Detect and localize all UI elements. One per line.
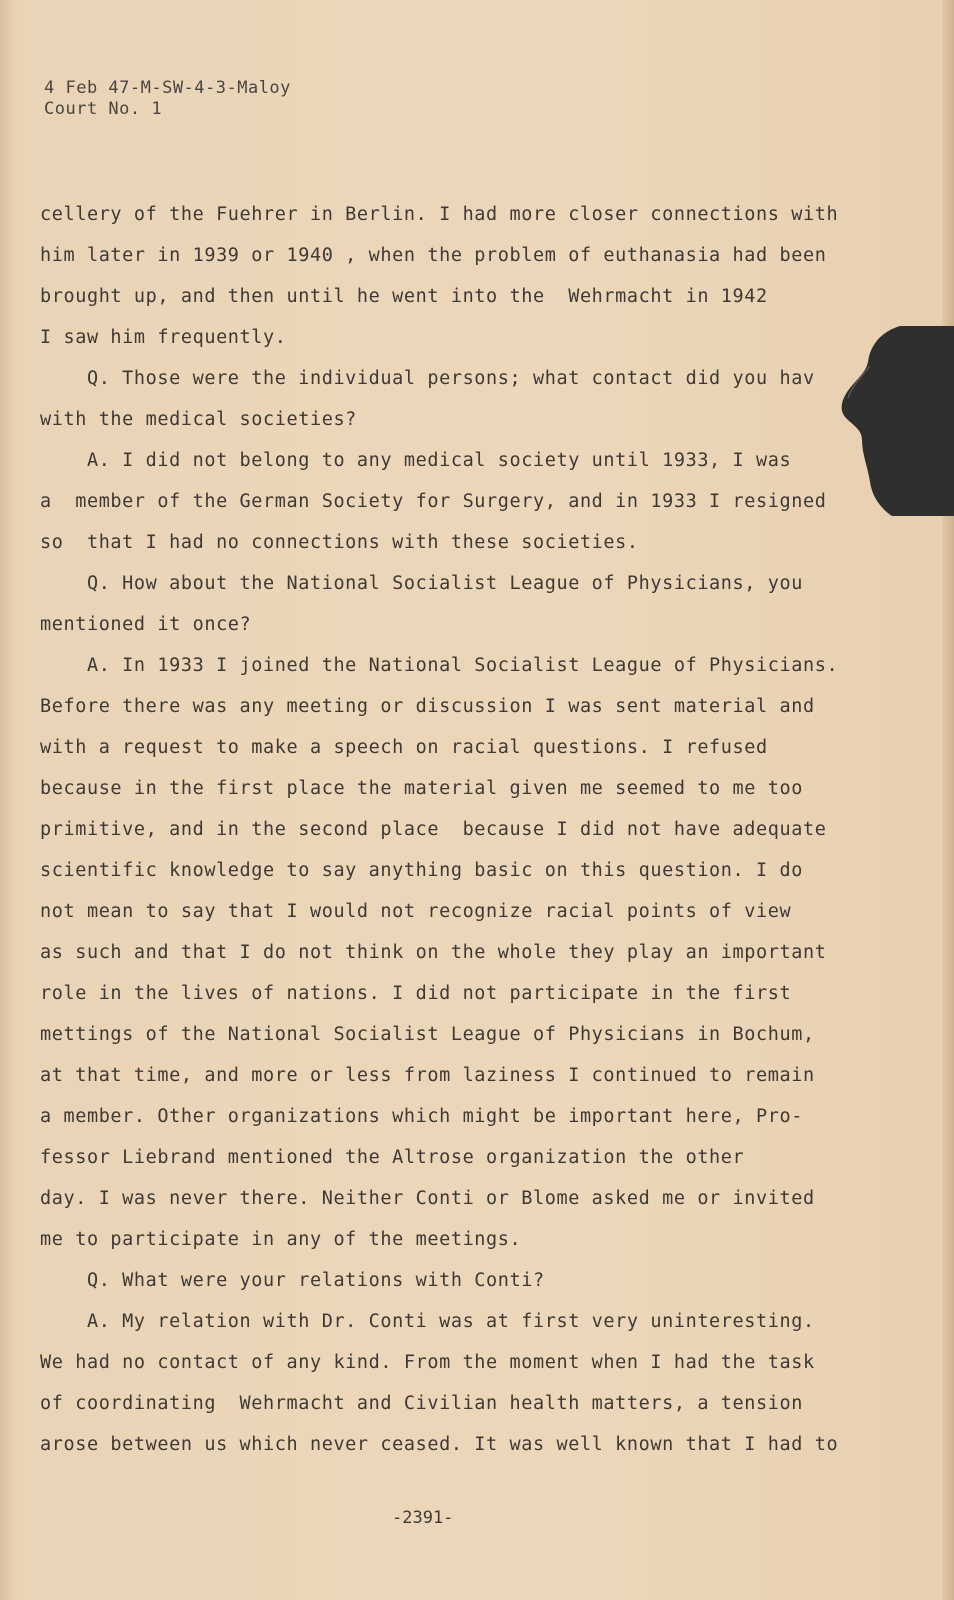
body-line: role in the lives of nations. I did not participate in the first <box>40 983 792 1004</box>
body-line: We had no contact of any kind. From the moment when I had the task <box>40 1352 815 1373</box>
body-line: A. I did not belong to any medical society until 1933, I was <box>40 450 792 471</box>
body-line: a member of the German Society for Surgery, and in 1933 I resigned <box>40 491 827 512</box>
body-line: mettings of the National Socialist League of Physicians in Bochum, <box>40 1024 815 1045</box>
body-line: him later in 1939 or 1940 , when the problem of euthanasia had been <box>40 245 827 266</box>
body-line: scientific knowledge to say anything basic on this question. I do <box>40 860 803 881</box>
body-line: because in the first place the material given me seemed to me too <box>40 778 803 799</box>
body-line: brought up, and then until he went into the Wehrmacht in 1942 <box>40 286 768 307</box>
body-line: I saw him frequently. <box>40 327 287 348</box>
body-line: with a request to make a speech on racial questions. I refused <box>40 737 768 758</box>
body-line: arose between us which never ceased. It was well known that I had to <box>40 1434 839 1455</box>
body-line: a member. Other organizations which might be important here, Pro- <box>40 1106 803 1127</box>
body-line: of coordinating Wehrmacht and Civilian health matters, a tension <box>40 1393 803 1414</box>
body-line: primitive, and in the second place because I did not have adequate <box>40 819 827 840</box>
body-line: A. My relation with Dr. Conti was at first very uninteresting. <box>40 1311 815 1332</box>
body-line: Before there was any meeting or discussion I was sent material and <box>40 696 815 717</box>
body-line: me to participate in any of the meetings. <box>40 1229 522 1250</box>
header-court: Court No. 1 <box>44 99 163 119</box>
body-line: at that time, and more or less from laziness I continued to remain <box>40 1065 815 1086</box>
page-edge-shadow <box>942 0 954 1600</box>
torn-paper-hole <box>840 326 954 516</box>
body-line: mentioned it once? <box>40 614 252 635</box>
page-number: -2391- <box>392 1508 454 1528</box>
body-line: Q. Those were the individual persons; what contact did you hav <box>40 368 815 389</box>
body-line: so that I had no connections with these societies. <box>40 532 639 553</box>
header-transcript-id: 4 Feb 47-M-SW-4-3-Maloy <box>44 78 291 98</box>
body-line: as such and that I do not think on the whole they play an important <box>40 942 827 963</box>
body-line: Q. What were your relations with Conti? <box>40 1270 545 1291</box>
body-line: fessor Liebrand mentioned the Altrose organization the other <box>40 1147 745 1168</box>
body-line: cellery of the Fuehrer in Berlin. I had more closer connections with <box>40 204 839 225</box>
document-header <box>44 78 291 120</box>
body-line: not mean to say that I would not recognize racial points of view <box>40 901 792 922</box>
body-line: Q. How about the National Socialist League of Physicians, you <box>40 573 803 594</box>
body-line: A. In 1933 I joined the National Socialist League of Physicians. <box>40 655 839 676</box>
body-line: with the medical societies? <box>40 409 357 430</box>
body-line: day. I was never there. Neither Conti or Blome asked me or invited <box>40 1188 815 1209</box>
